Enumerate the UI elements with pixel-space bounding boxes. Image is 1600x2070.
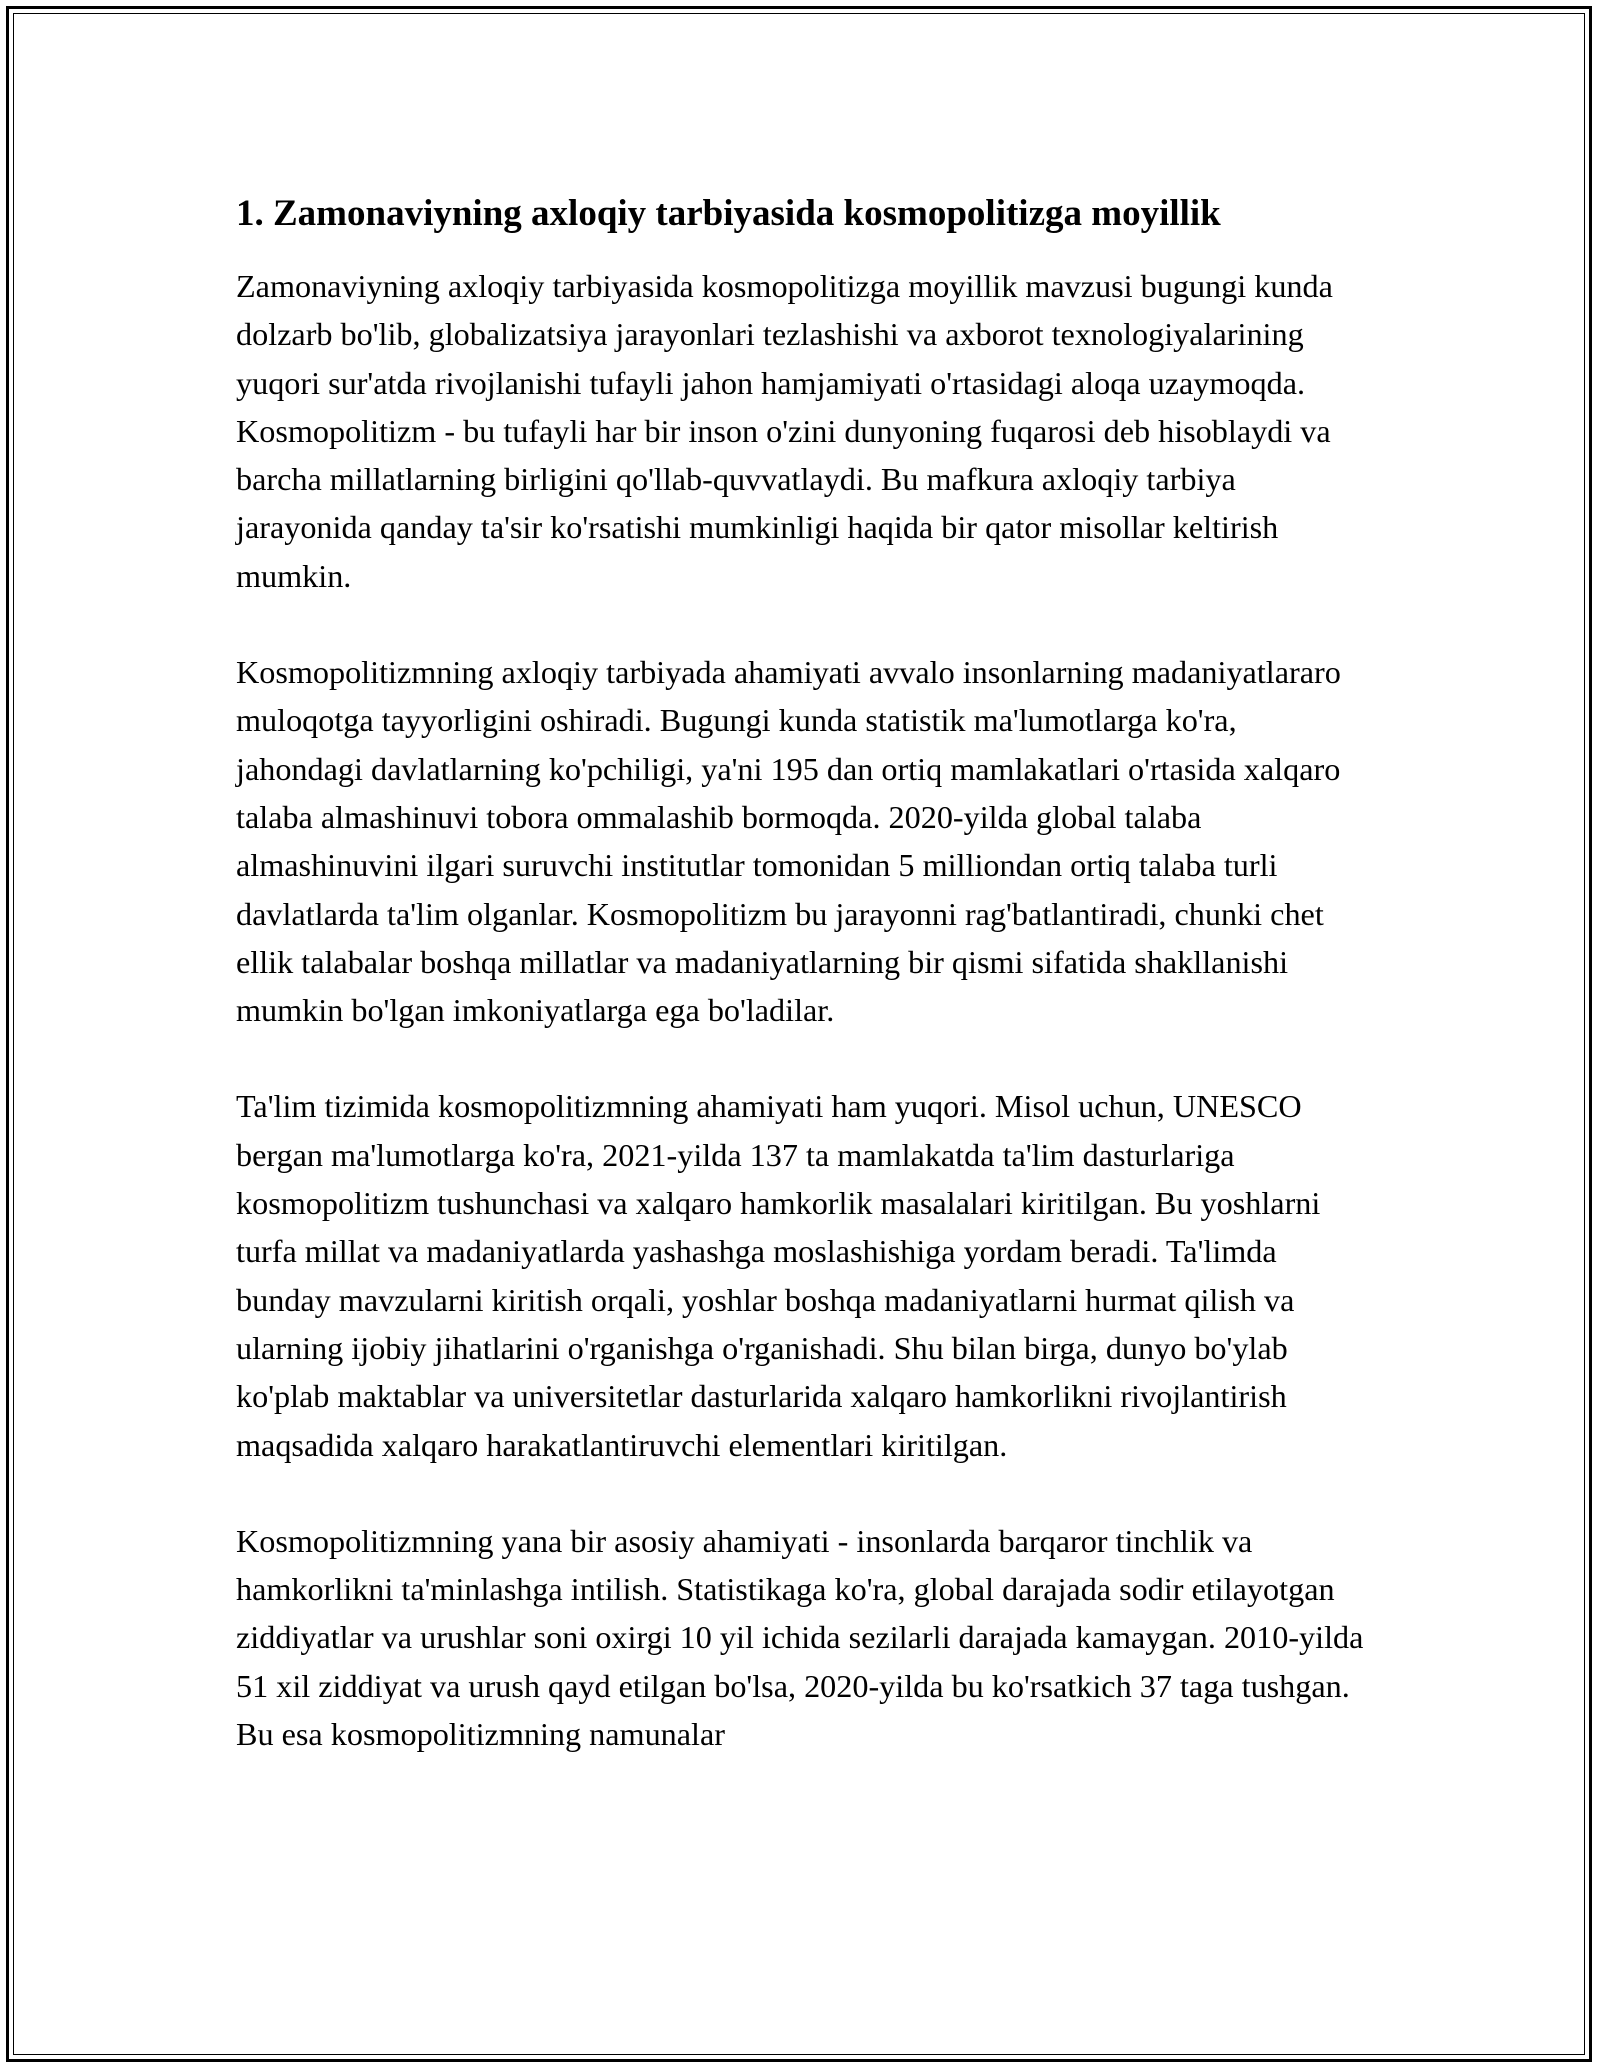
paragraph-3: Ta'lim tizimida kosmopolitizmning ahamiyati ham yuqori. Misol uchun, UNESCO bergan ma'lumotlarga ko'ra, 2021-yilda 137 ta mamlakatda ta'lim dasturlariga kosmopolitizm tushunchasi va xalqaro hamkorlik masalalari kiritilgan. Bu yoshlarni turfa millat va madaniyatlarda yashashga moslashishiga yordam beradi. Ta'limda bunday mavzularni kiritish orqali, yoshlar boshqa madaniyatlarni hurmat qilish va ularning ijobiy jihatlarini o'rganishga o'rganishadi. Shu bilan birga, dunyo bo'ylab ko'plab maktablar va universitetlar dasturlarida xalqaro hamkorlikni rivojlantirish maqsadida xalqaro harakatlantiruvchi elementlari kiritilgan. [236,1088,1321,1463]
paragraph-4: Kosmopolitizmning yana bir asosiy ahamiyati - insonlarda barqaror tinchlik va hamkorlikni ta'minlashga intilish. Statistikaga ko'ra, global darajada sodir etilayotgan ziddiyatlar va urushlar soni oxirgi 10 yil ichida sezilarli darajada kamaygan. 2010-yilda 51 xil ziddiyat va urush qayd etilgan bo'lsa, 2020-yilda bu ko'rsatkich 37 taga tushgan. Bu esa kosmopolitizmning namunalar [236,1522,1364,1753]
paragraph-1: Zamonaviyning axloqiy tarbiyasida kosmopolitizga moyillik mavzusi bugungi kunda dolzarb bo'lib, globalizatsiya jarayonlari tezlashishi va axborot texnologiyalarining yuqori sur'atda rivojlanishi tufayli jahon hamjamiyati o'rtasidagi aloqa uzaymoqda. Kosmopolitizm - bu tufayli har bir inson o'zini dunyoning fuqarosi deb hisoblaydi va barcha millatlarning birligini qo'llab-quvvatlaydi. Bu mafkura axloqiy tarbiya jarayonida qanday ta'sir ko'rsatishi mumkinligi haqida bir qator misollar keltirish mumkin. [236,268,1333,594]
section-heading: 1. Zamonaviyning axloqiy tarbiyasida kosmopolitizga moyillik [236,193,1221,234]
document-body [236,186,1368,1806]
paragraph-2: Kosmopolitizmning axloqiy tarbiyada ahamiyati avvalo insonlarning madaniyatlararo muloqotga tayyorligini oshiradi. Bugungi kunda statistik ma'lumotlarga ko'ra, jahondagi davlatlarning ko'pchiligi, ya'ni 195 dan ortiq mamlakatlari o'rtasida xalqaro talaba almashinuvi tobora ommalashib bormoqda. 2020-yilda global talaba almashinuvini ilgari suruvchi institutlar tomonidan 5 milliondan ortiq talaba turli davlatlarda ta'lim olganlar. Kosmopolitizm bu jarayonni rag'batlantiradi, chunki chet ellik talabalar boshqa millatlar va madaniyatlarning bir qismi sifatida shakllanishi mumkin bo'lgan imkoniyatlarga ega bo'ladilar. [236,654,1341,1029]
